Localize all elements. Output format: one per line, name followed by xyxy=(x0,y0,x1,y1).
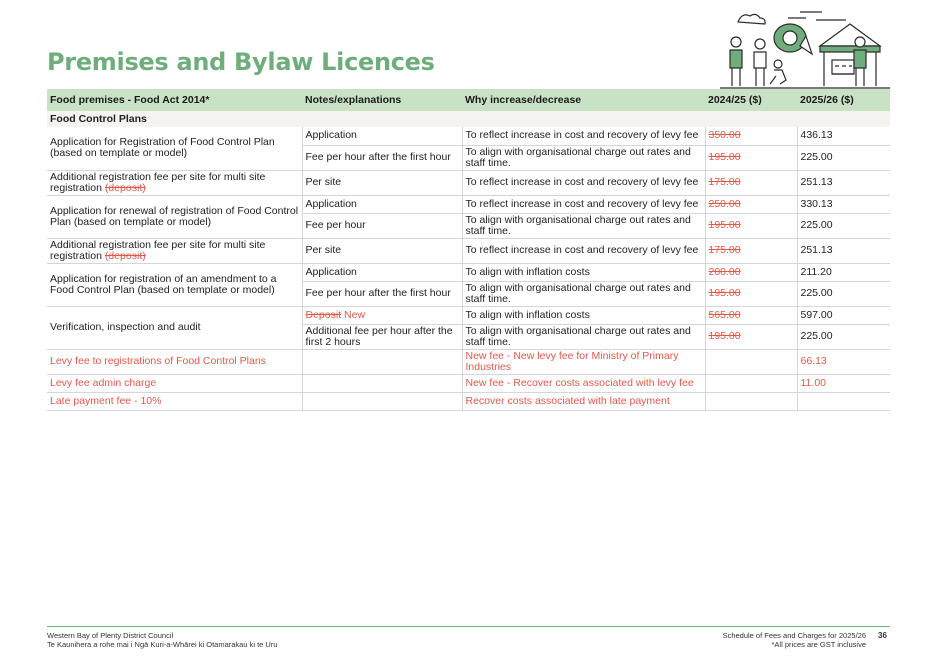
fee-new: 436.13 xyxy=(797,127,890,145)
table-row xyxy=(47,238,890,263)
fee-old xyxy=(705,392,797,410)
fee-old: 350.00 xyxy=(708,129,741,142)
fee-item-text: Additional registration fee per site for multi site registration xyxy=(50,238,266,262)
header-item: Food premises - Food Act 2014* xyxy=(47,89,302,111)
fee-old: 195.00 xyxy=(708,287,741,299)
table-row xyxy=(47,374,890,392)
footer-right xyxy=(706,631,866,649)
fee-item xyxy=(47,238,302,263)
table-row xyxy=(47,263,890,281)
fee-new xyxy=(797,392,890,410)
fee-item: Application for Registration of Food Control Plan (based on template or model) xyxy=(47,127,302,170)
fee-notes xyxy=(302,374,462,392)
fee-notes-new: New xyxy=(344,308,366,321)
fee-old: 175.00 xyxy=(708,176,741,188)
fee-item: Application for renewal of registration of Food Control Plan (based on template or model) xyxy=(47,195,302,238)
fee-why: To align with inflation costs xyxy=(462,306,705,324)
fee-new: 251.13 xyxy=(797,238,890,263)
fee-new: 11.00 xyxy=(797,374,890,392)
table-row xyxy=(47,306,890,324)
fee-notes: Application xyxy=(302,195,462,213)
fee-why: New fee - New levy fee for Ministry of Primary Industries xyxy=(462,349,705,374)
fee-notes-struck: Deposit xyxy=(305,308,342,321)
fee-new: 225.00 xyxy=(797,213,890,238)
fee-why: To reflect increase in cost and recovery of levy fee xyxy=(462,195,705,213)
fee-old xyxy=(705,349,797,374)
fee-notes: Per site xyxy=(302,170,462,195)
fee-why: To align with organisational charge out rates and staff time. xyxy=(462,324,705,349)
fee-new: 225.00 xyxy=(797,324,890,349)
fee-old: 195.00 xyxy=(708,151,741,163)
fee-notes: Application xyxy=(302,127,462,145)
fee-new: 225.00 xyxy=(797,281,890,306)
fee-new: 330.13 xyxy=(797,195,890,213)
fee-notes: Fee per hour xyxy=(302,213,462,238)
table-header-row xyxy=(47,89,890,111)
fee-new: 66.13 xyxy=(797,349,890,374)
fee-why: Recover costs associated with late payment xyxy=(462,392,705,410)
fees-table xyxy=(47,89,890,411)
fee-new: 211.20 xyxy=(797,263,890,281)
fee-why: To align with organisational charge out rates and staff time. xyxy=(462,145,705,170)
fee-why: New fee - Recover costs associated with levy fee xyxy=(462,374,705,392)
fee-why: To reflect increase in cost and recovery of levy fee xyxy=(462,127,705,145)
fee-notes: Fee per hour after the first hour xyxy=(302,281,462,306)
gst-note: *All prices are GST inclusive xyxy=(771,640,866,649)
fee-old: 175.00 xyxy=(708,244,741,256)
fee-notes: Additional fee per hour after the first 2 hours xyxy=(302,324,462,349)
page-number: 36 xyxy=(878,631,887,640)
fee-old xyxy=(705,374,797,392)
fee-notes: Application xyxy=(302,263,462,281)
fee-notes xyxy=(302,306,462,324)
fee-new: 225.00 xyxy=(797,145,890,170)
fee-item: Verification, inspection and audit xyxy=(47,306,302,349)
fee-new: 597.00 xyxy=(797,306,890,324)
fee-why: To reflect increase in cost and recovery of levy fee xyxy=(462,238,705,263)
fee-old: 200.00 xyxy=(708,265,741,278)
fee-item-struck: (deposit) xyxy=(104,181,146,194)
document-title: Schedule of Fees and Charges for 2025/26 xyxy=(722,631,866,640)
fee-item: Levy fee admin charge xyxy=(47,374,302,392)
table-row xyxy=(47,127,890,145)
food-market-illustration xyxy=(720,4,890,90)
section-title: Food Control Plans xyxy=(47,111,890,127)
header-notes: Notes/explanations xyxy=(302,89,462,111)
header-2025-26: 2025/26 ($) xyxy=(797,89,890,111)
fee-item: Levy fee to registrations of Food Control Plans xyxy=(47,349,302,374)
fee-old: 565.00 xyxy=(708,308,741,321)
footer-divider xyxy=(47,626,890,627)
fee-why: To align with organisational charge out rates and staff time. xyxy=(462,281,705,306)
table-row xyxy=(47,195,890,213)
table-row xyxy=(47,392,890,410)
footer-left xyxy=(47,631,278,649)
fee-new: 251.13 xyxy=(797,170,890,195)
fee-item-struck: (deposit) xyxy=(104,249,146,262)
table-row xyxy=(47,170,890,195)
fee-old: 195.00 xyxy=(708,330,741,342)
table-row xyxy=(47,349,890,374)
fee-old: 250.00 xyxy=(708,197,741,210)
fee-why: To align with organisational charge out rates and staff time. xyxy=(462,213,705,238)
fee-notes: Per site xyxy=(302,238,462,263)
header-why: Why increase/decrease xyxy=(462,89,705,111)
section-row xyxy=(47,111,890,127)
fee-notes: Fee per hour after the first hour xyxy=(302,145,462,170)
fee-item xyxy=(47,170,302,195)
fee-why: To reflect increase in cost and recovery of levy fee xyxy=(462,170,705,195)
fee-item: Application for registration of an amendment to a Food Control Plan (based on template or model) xyxy=(47,263,302,306)
page-title: Premises and Bylaw Licences xyxy=(47,48,435,76)
fee-old: 195.00 xyxy=(708,219,741,231)
fee-item-text: Additional registration fee per site for multi site registration xyxy=(50,170,266,194)
header-2024-25: 2024/25 ($) xyxy=(705,89,797,111)
council-name: Western Bay of Plenty District Council xyxy=(47,631,174,640)
fee-why: To align with inflation costs xyxy=(462,263,705,281)
fee-notes xyxy=(302,349,462,374)
fee-item: Late payment fee - 10% xyxy=(47,392,302,410)
council-name-maori: Te Kaunihera a rohe mai i Ngā Kuri-a-Whārei ki Otamarakau ki te Uru xyxy=(47,640,278,649)
fee-notes xyxy=(302,392,462,410)
